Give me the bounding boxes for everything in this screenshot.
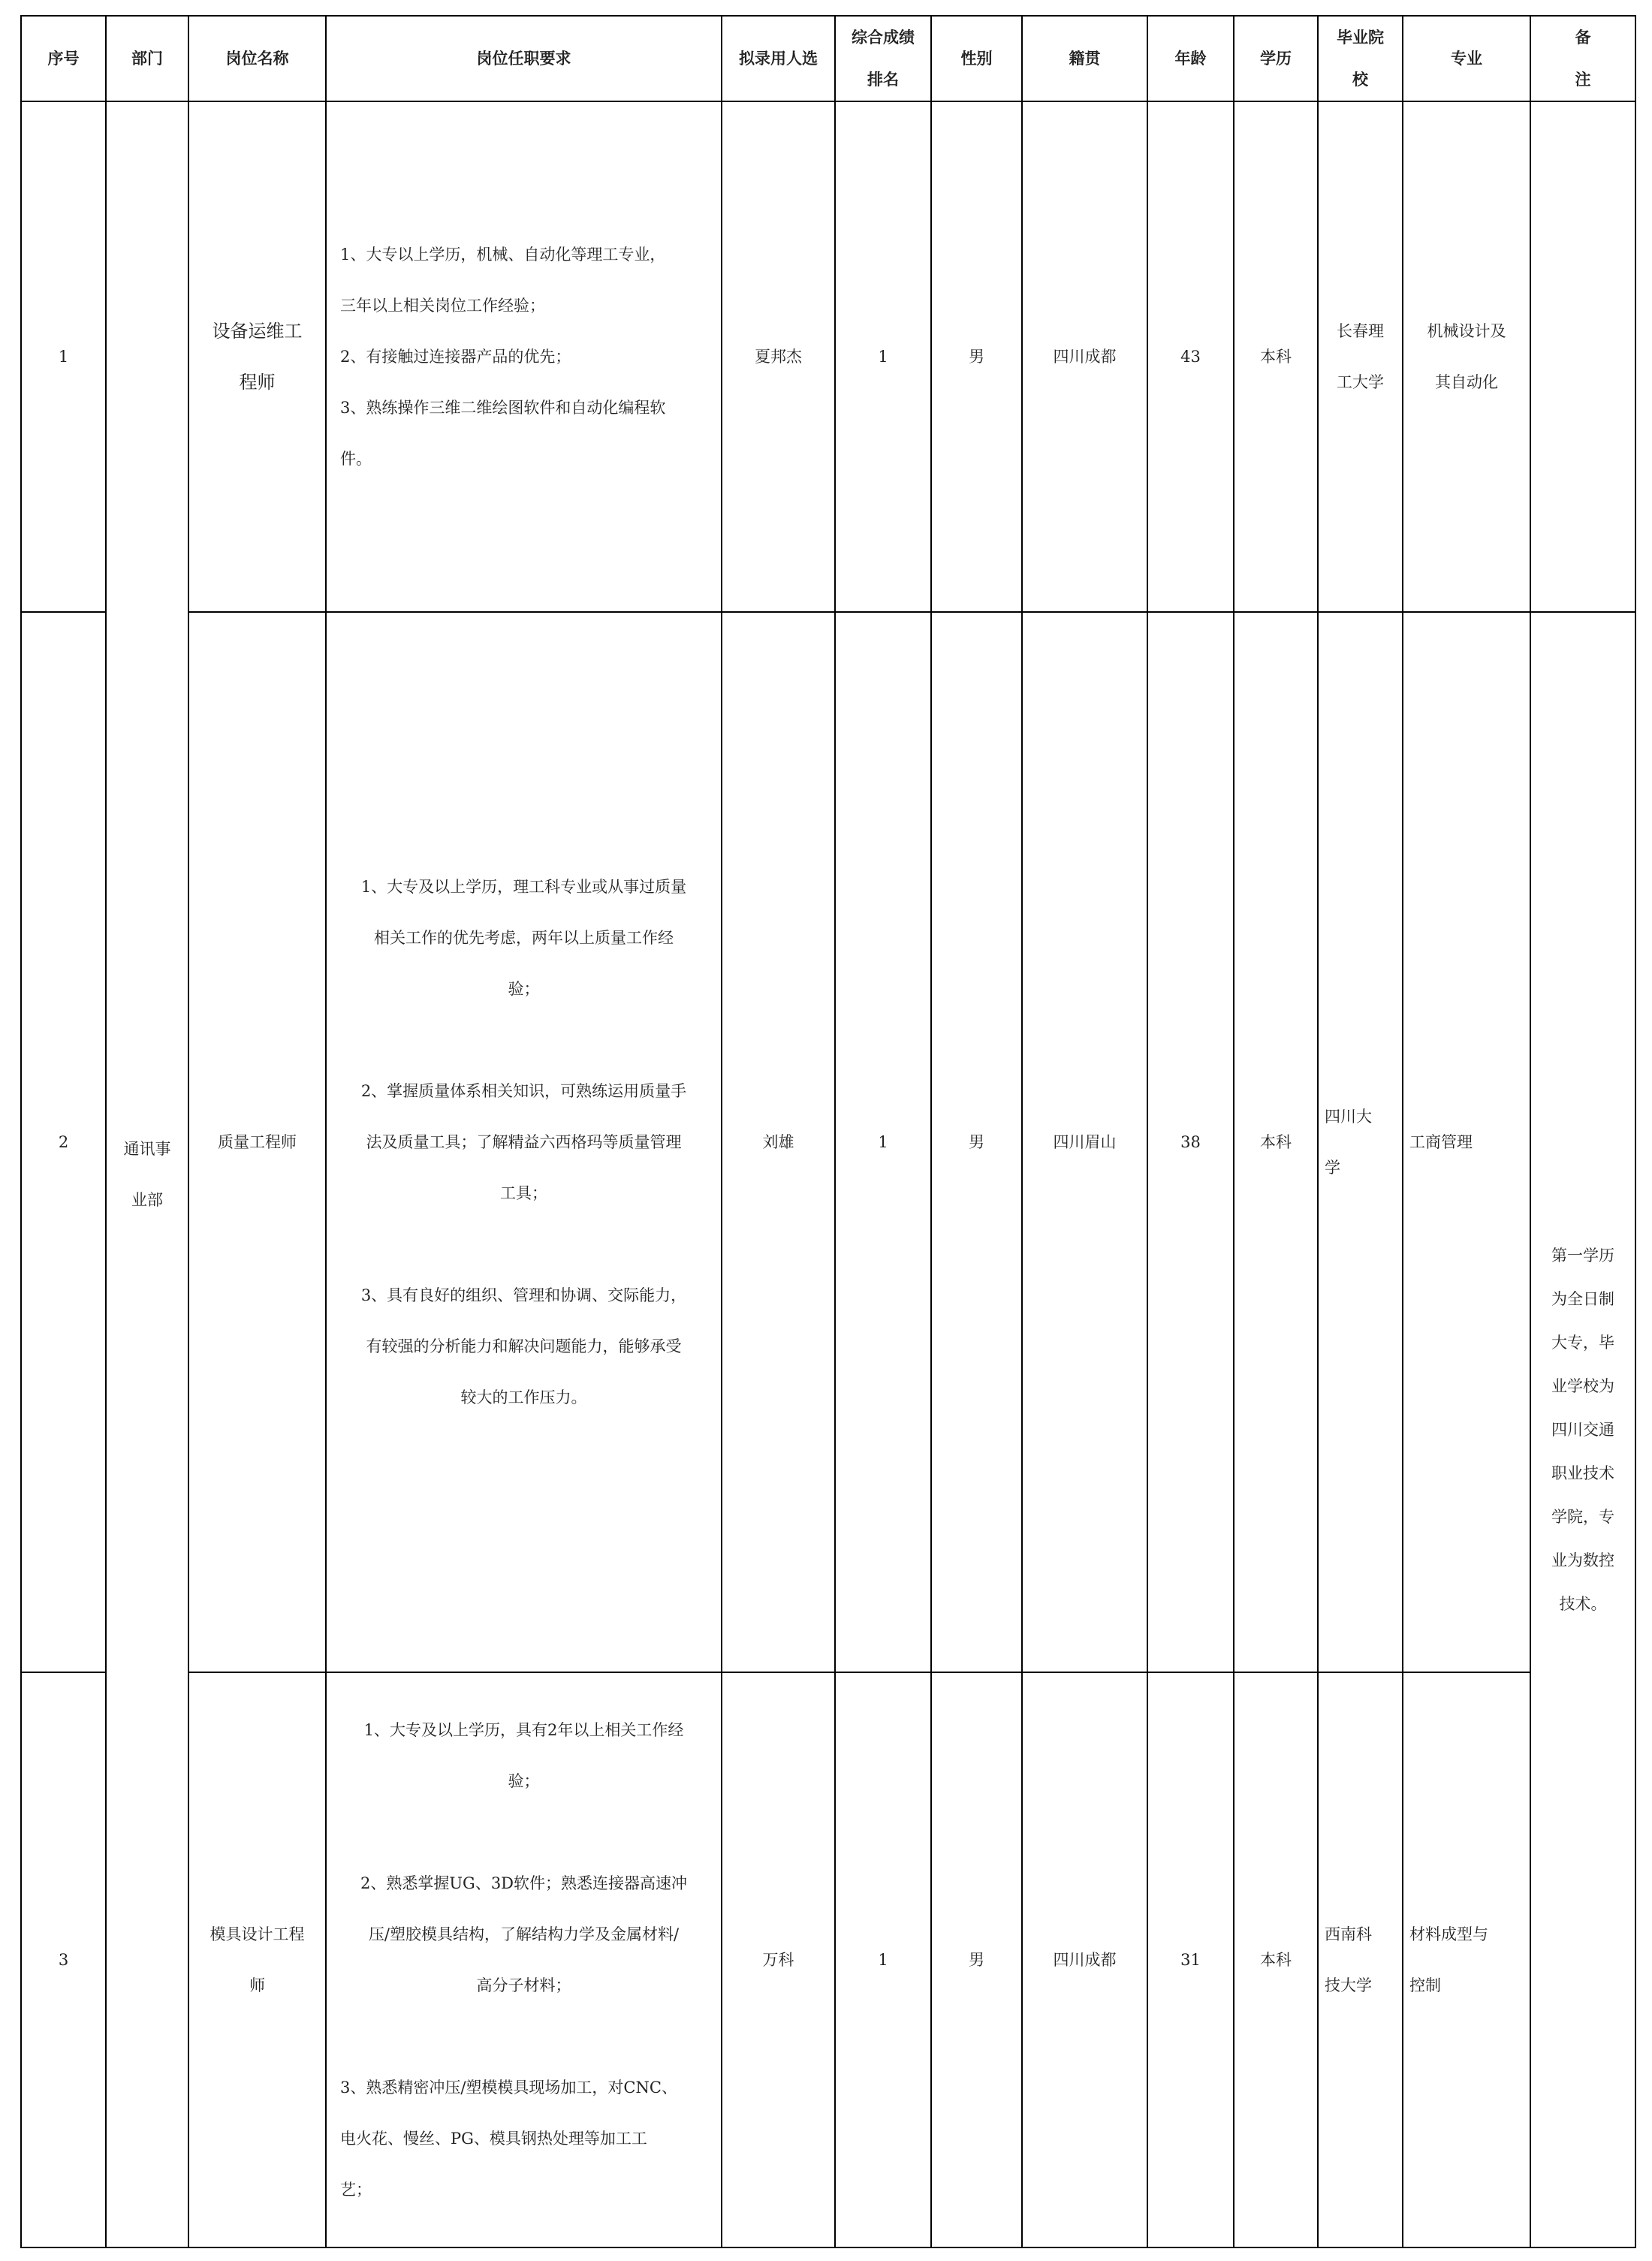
header-education: 学历 — [1234, 16, 1318, 101]
cell-rank: 1 — [835, 101, 931, 612]
cell-rank: 1 — [835, 612, 931, 1672]
cell-major: 工商管理 — [1403, 612, 1530, 1672]
header-remark: 备 注 — [1530, 16, 1635, 101]
header-candidate: 拟录用人选 — [722, 16, 835, 101]
cell-requirements: 1、大专及以上学历，具有2年以上相关工作经 验； 2、熟悉掌握UG、3D软件；熟悉连接器高速冲 压/塑胶模具结构，了解结构力学及金属材料/ 高分子材料； 3、熟悉精密冲压/塑模模具现场加工，对CNC、 电火花、慢丝、PG、模具钢热处理等加工工 艺； — [326, 1672, 722, 2247]
cell-gender: 男 — [931, 1672, 1022, 2247]
cell-candidate: 万科 — [722, 1672, 835, 2247]
header-age: 年龄 — [1147, 16, 1234, 101]
cell-remark — [1530, 101, 1635, 612]
cell-origin: 四川成都 — [1022, 101, 1147, 612]
header-origin: 籍贯 — [1022, 16, 1147, 101]
header-gender: 性别 — [931, 16, 1022, 101]
header-school: 毕业院 校 — [1318, 16, 1403, 101]
cell-gender: 男 — [931, 101, 1022, 612]
cell-origin: 四川眉山 — [1022, 612, 1147, 1672]
table-row — [21, 612, 1635, 1672]
cell-remark: 第一学历 为全日制 大专，毕 业学校为 四川交通 职业技术 学院，专 业为数控 技术。 — [1530, 612, 1635, 2247]
cell-seq: 3 — [21, 1672, 106, 2247]
cell-seq: 1 — [21, 101, 106, 612]
hiring-table — [20, 15, 1636, 2248]
cell-candidate: 刘雄 — [722, 612, 835, 1672]
cell-position: 设备运维工 程师 — [188, 101, 326, 612]
cell-age: 31 — [1147, 1672, 1234, 2247]
cell-position: 模具设计工程 师 — [188, 1672, 326, 2247]
table-row — [21, 1672, 1635, 2247]
header-seq: 序号 — [21, 16, 106, 101]
cell-education: 本科 — [1234, 101, 1318, 612]
cell-major: 材料成型与 控制 — [1403, 1672, 1530, 2247]
cell-school: 西南科 技大学 — [1318, 1672, 1403, 2247]
cell-requirements: 1、大专以上学历，机械、自动化等理工专业， 三年以上相关岗位工作经验； 2、有接触过连接器产品的优先； 3、熟练操作三维二维绘图软件和自动化编程软 件。 — [326, 101, 722, 612]
cell-age: 43 — [1147, 101, 1234, 612]
cell-seq: 2 — [21, 612, 106, 1672]
header-dept: 部门 — [106, 16, 188, 101]
cell-school: 四川大 学 — [1318, 612, 1403, 1672]
header-major: 专业 — [1403, 16, 1530, 101]
cell-gender: 男 — [931, 612, 1022, 1672]
header-requirements: 岗位任职要求 — [326, 16, 722, 101]
cell-major: 机械设计及 其自动化 — [1403, 101, 1530, 612]
header-row — [21, 16, 1635, 101]
cell-age: 38 — [1147, 612, 1234, 1672]
cell-education: 本科 — [1234, 1672, 1318, 2247]
cell-rank: 1 — [835, 1672, 931, 2247]
header-position: 岗位名称 — [188, 16, 326, 101]
cell-requirements: 1、大专及以上学历，理工科专业或从事过质量 相关工作的优先考虑，两年以上质量工作经 验； 2、掌握质量体系相关知识，可熟练运用质量手 法及质量工具；了解精益六西格玛等质量管理 工具； 3、具有良好的组织、管理和协调、交际能力， 有较强的分析能力和解决问题能力，能够承受 较大的工作压力。 — [326, 612, 722, 1672]
cell-department: 通讯事 业部 — [106, 101, 188, 2247]
cell-position: 质量工程师 — [188, 612, 326, 1672]
cell-origin: 四川成都 — [1022, 1672, 1147, 2247]
cell-candidate: 夏邦杰 — [722, 101, 835, 612]
cell-school: 长春理 工大学 — [1318, 101, 1403, 612]
header-rank: 综合成绩 排名 — [835, 16, 931, 101]
table-row — [21, 101, 1635, 612]
cell-education: 本科 — [1234, 612, 1318, 1672]
